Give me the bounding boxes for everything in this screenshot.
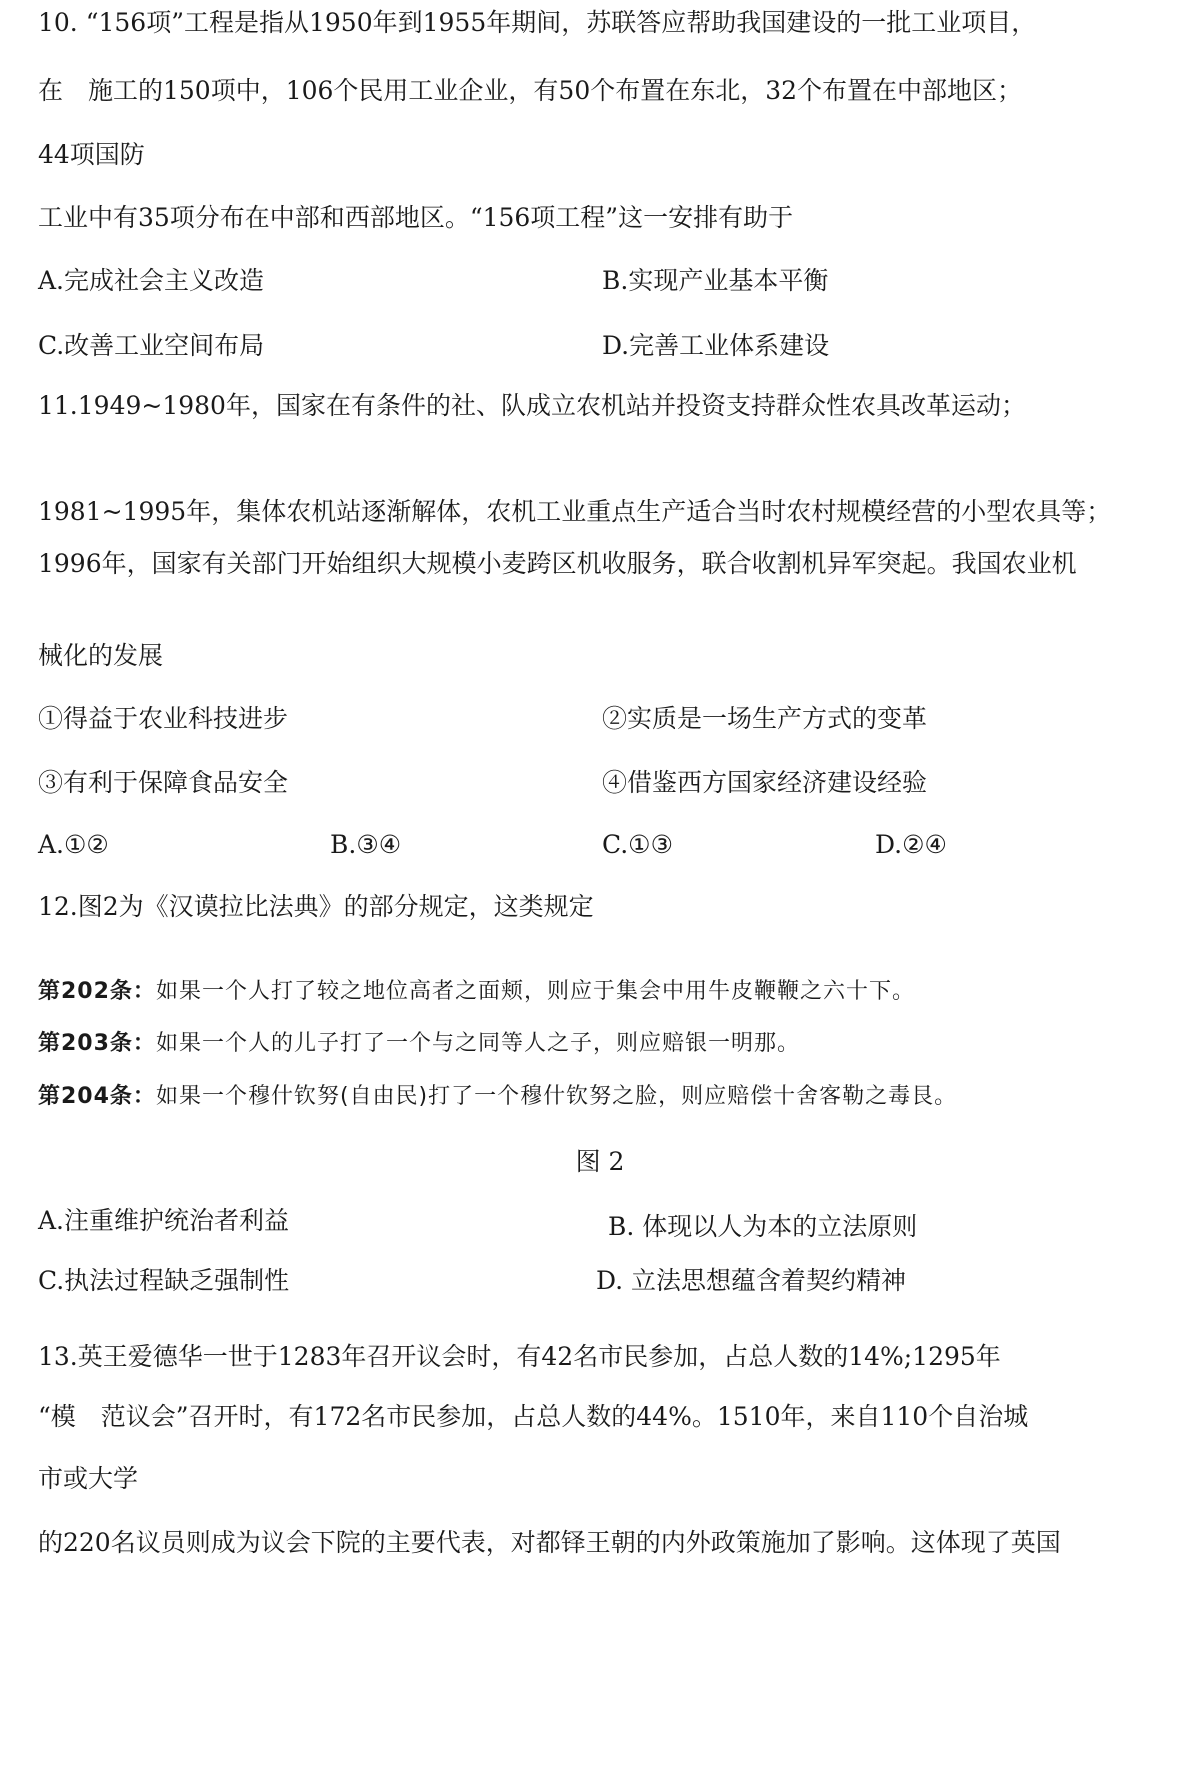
law-article-203 xyxy=(38,1030,800,1058)
q10-line1: 10. “156项”工程是指从1950年到1955年期间，苏联答应帮助我国建设的一批工业项目， xyxy=(38,8,1037,37)
q10-line4: 工业中有35项分布在中部和西部地区。“156项工程”这一安排有助于 xyxy=(38,203,794,232)
q13-line4: 的220名议员则成为议会下院的主要代表，对都铎王朝的内外政策施加了影响。这体现了英国 xyxy=(38,1528,1061,1557)
law-article-number: 第203条： xyxy=(38,1031,156,1056)
q11-option-d: D.②④ xyxy=(875,830,947,859)
law-article-text: 如果一个人打了较之地位高者之面颊，则应于集会中用牛皮鞭鞭之六十下。 xyxy=(155,979,915,1004)
q10-option-b: B.实现产业基本平衡 xyxy=(602,266,829,295)
q11-statement-4: ④借鉴西方国家经济建设经验 xyxy=(602,768,928,797)
figure-caption: 图 2 xyxy=(575,1147,625,1176)
law-article-204 xyxy=(38,1083,957,1111)
law-article-text: 如果一个人的儿子打了一个与之同等人之子，则应赔银一明那。 xyxy=(155,1031,800,1056)
q12-line1: 12.图2为《汉谟拉比法典》的部分规定，这类规定 xyxy=(38,892,594,921)
q11-statement-2: ②实质是一场生产方式的变革 xyxy=(602,704,928,733)
q11-line4: 械化的发展 xyxy=(38,641,164,670)
q12-option-d: D. 立法思想蕴含着契约精神 xyxy=(596,1266,907,1295)
q11-line1: 11.1949~1980年，国家在有条件的社、队成立农机站并投资支持群众性农具改革运动； xyxy=(38,391,1026,420)
q10-option-a: A.完成社会主义改造 xyxy=(38,266,265,295)
q11-option-a: A.①② xyxy=(38,830,109,859)
law-article-202 xyxy=(38,978,915,1006)
q10-option-d: D.完善工业体系建设 xyxy=(602,331,830,360)
q12-option-c: C.执法过程缺乏强制性 xyxy=(38,1266,290,1295)
q11-option-b: B.③④ xyxy=(330,830,402,859)
q11-statement-1: ①得益于农业科技进步 xyxy=(38,704,289,733)
q10-option-c: C.改善工业空间布局 xyxy=(38,331,265,360)
law-article-number: 第202条： xyxy=(38,979,156,1004)
law-article-text: 如果一个穆什钦努(自由民)打了一个穆什钦努之脸，则应赔偿十舍客勒之毒艮。 xyxy=(155,1084,958,1109)
q12-option-a: A.注重维护统治者利益 xyxy=(38,1206,290,1235)
law-article-number: 第204条： xyxy=(38,1084,156,1109)
q13-line3: 市或大学 xyxy=(38,1464,139,1493)
q10-line2: 在 施工的150项中，106个民用工业企业，有50个布置在东北，32个布置在中部地区； xyxy=(38,76,1023,105)
q11-option-c: C.①③ xyxy=(602,830,674,859)
q10-line3: 44项国防 xyxy=(38,140,145,169)
q11-line2: 1981~1995年，集体农机站逐渐解体，农机工业重点生产适合当时农村规模经营的小型农具等； xyxy=(38,497,1112,526)
q11-line3: 1996年，国家有关部门开始组织大规模小麦跨区机收服务，联合收割机异军突起。我国农业机 xyxy=(38,549,1077,578)
q13-line2: “模 范议会”召开时，有172名市民参加，占总人数的44%。1510年，来自110个自治城 xyxy=(38,1402,1029,1431)
q13-line1: 13.英王爱德华一世于1283年召开议会时，有42名市民参加，占总人数的14%;1295年 xyxy=(38,1342,1001,1371)
q11-statement-3: ③有利于保障食品安全 xyxy=(38,768,289,797)
q12-option-b: B. 体现以人为本的立法原则 xyxy=(608,1212,918,1241)
